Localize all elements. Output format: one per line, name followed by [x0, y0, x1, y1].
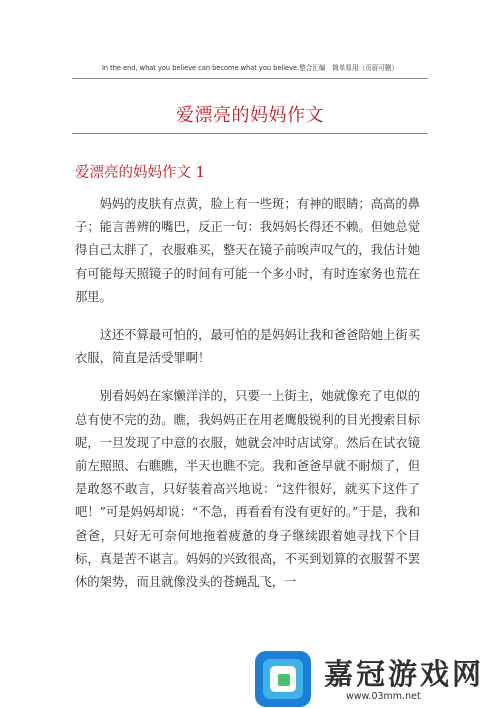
document-body [75, 193, 420, 609]
paragraph: 妈妈的皮肤有点黄，脸上有一些斑；有神的眼睛；高高的鼻子；能言善辨的嘴巴，反正一句：我妈妈长得还不赖。但她总觉得自己太胖了，衣服难买，整天在镜子前唉声叹气的，我估计她有可能每天照镜子的时间有可能一个多小时，有时连家务也荒在那里。 [75, 197, 420, 304]
site-brand-name: 嘉冠游戏网 [324, 657, 485, 691]
document-title: 爱漂亮的妈妈作文 [176, 105, 324, 126]
page-header: In the end, what you believe can become what you believe.整合汇编 简单易用（页眉可删） [101, 64, 399, 72]
section-heading: 爱漂亮的妈妈作文 1 [75, 165, 205, 181]
site-url: www.03mm.net [346, 691, 421, 702]
title-rule [72, 133, 428, 134]
paragraph: 别看妈妈在家懒洋洋的，只要一上街主，她就像充了电似的总有使不完的劲。瞧，我妈妈正在用老鹰般锐利的目光搜索目标呢，一旦发现了中意的衣服，她就会冲时店试穿。然后在试衣镜前左照照、右瞧瞧，半天也瞧不完。我和爸爸早就不耐烦了，但是敢怒不敢言，只好装着高兴地说：“这件很好，就买下这件了吧！”可是妈妈却说：“不急，再看看有没有更好的。”于是，我和爸爸，只好无可奈何地拖着疲惫的身子继续跟着她寻找下个目标，真是苦不谌言。妈妈的兴致很高，不买到划算的衣服誓不罢休的架势，而且就像没头的苍蝇乱飞，一 [75, 389, 420, 590]
header-rule [72, 78, 428, 79]
site-watermark [248, 650, 500, 708]
paragraph: 这还不算最可怕的，最可怕的是妈妈让我和爸爸陪她上街买衣服，简直是活受罪啊！ [75, 328, 420, 366]
site-logo-icon [254, 650, 312, 708]
